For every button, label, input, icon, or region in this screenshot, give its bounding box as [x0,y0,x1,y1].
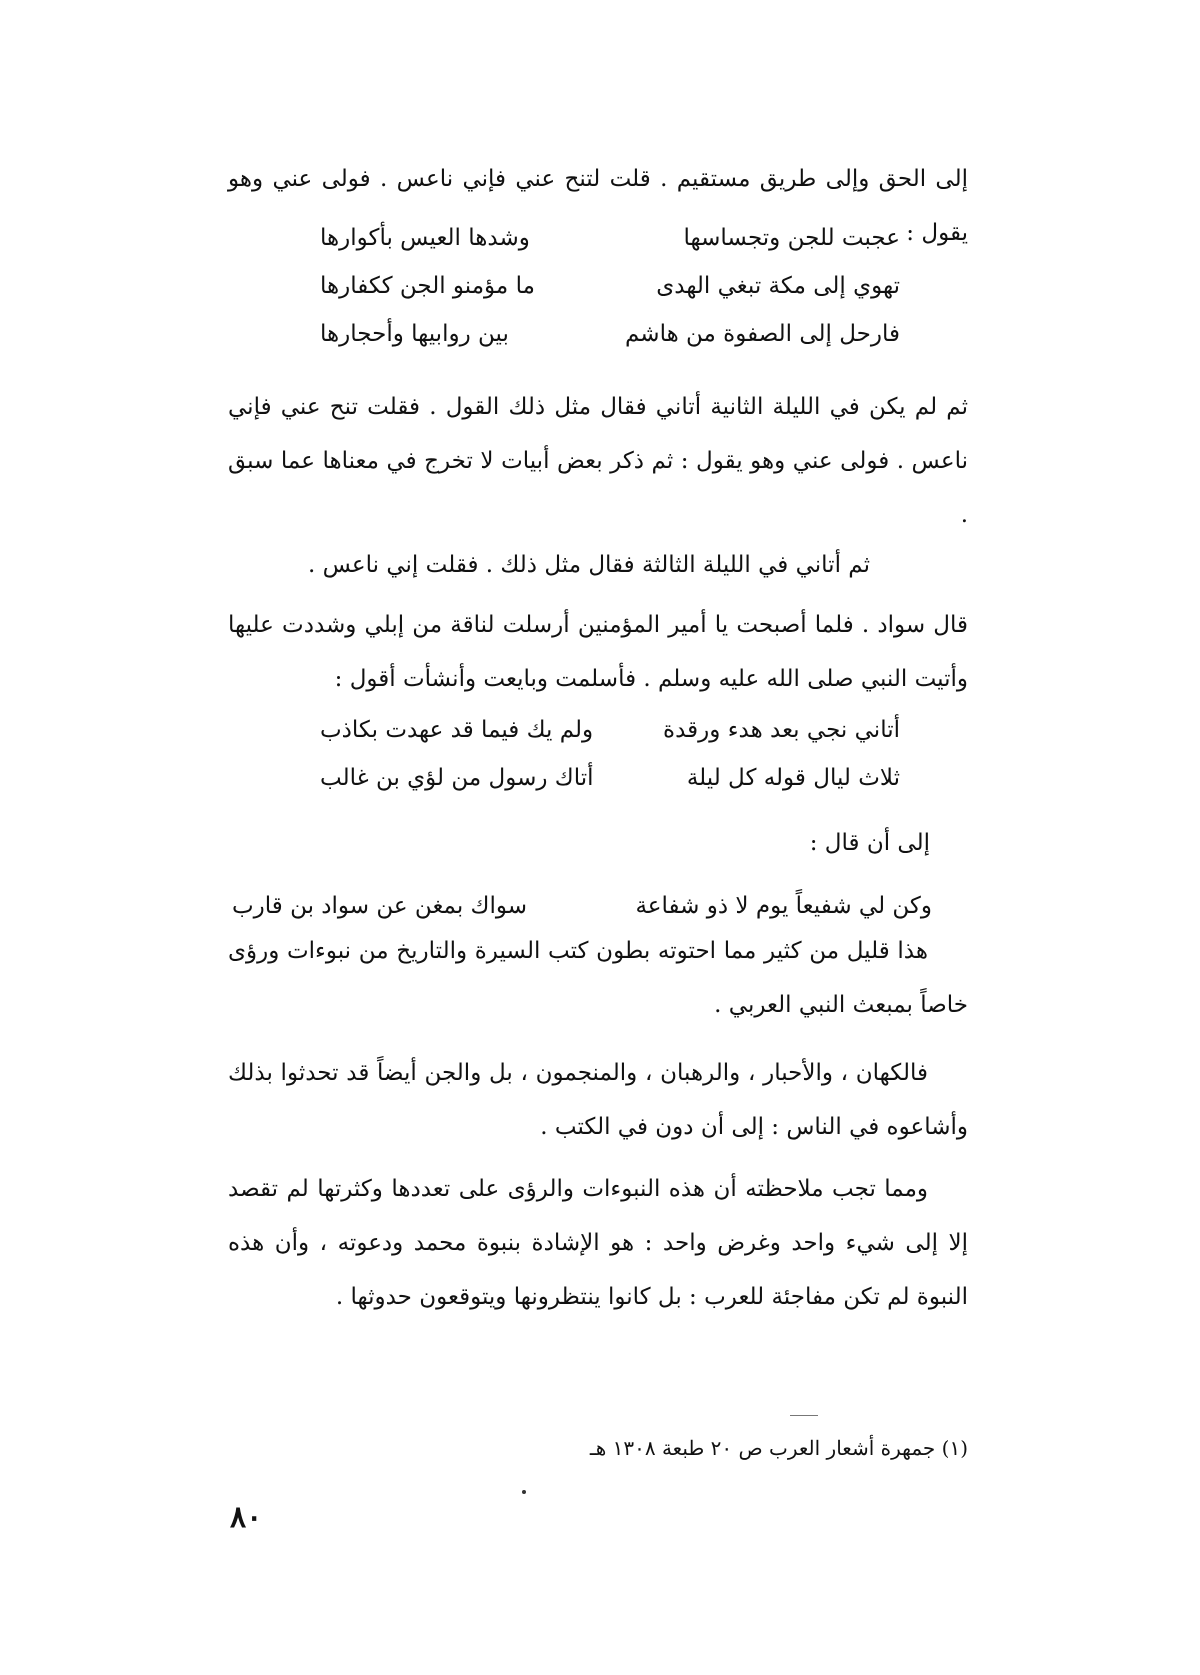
verse-hemistich-first: ثلاث ليال قوله كل ليلة [686,765,900,791]
verse-hemistich-first: عجبت للجن وتجساسها [683,225,900,251]
verse-hemistich-first: فارحل إلى الصفوة من هاشم [624,321,900,347]
footnote-rule [790,1415,818,1416]
verse-hemistich-first: أتاني نجي بعد هدء ورقدة [663,717,900,743]
page-number: ٨٠ [230,1500,263,1535]
paragraph-4: قال سواد . فلما أصبحت يا أمير المؤمنين أرسلت لناقة من إبلي وشددت عليها وأتيت النبي صلى الله عليه وسلم . فأسلمت وبايعت وأنشأت أقول : [228,612,968,692]
verse-line [320,706,900,754]
verse-hemistich-second: بين روابيها وأحجارها [320,321,509,347]
verse-line [320,310,900,358]
verse-hemistich-second: وشدها العيس بأكوارها [320,225,530,251]
verse-hemistich-second: ولم يك فيما قد عهدت بكاذب [320,717,594,743]
verse-line [320,262,900,310]
verse-line [232,882,932,930]
verse-group-1 [320,214,900,358]
verse-hemistich-second: ما مؤمنو الجن ككفارها [320,273,535,299]
verse-hemistich-first: وكن لي شفيعاً يوم لا ذو شفاعة [635,893,932,919]
print-dot [522,1490,526,1494]
verse-group-2 [320,706,900,802]
footnote: (١) جمهرة أشعار العرب ص ٢٠ طبعة ١٣٠٨ هـ [589,1436,968,1460]
paragraph-5: إلى أن قال : [809,830,930,856]
paragraph-1: إلى الحق وإلى طريق مستقيم . قلت لتنح عني فإني ناعس . فولى عني وهو يقول : [228,166,968,246]
paragraph-6: هذا قليل من كثير مما احتوته بطون كتب السيرة والتاريخ من نبوءات ورؤى خاصاً بمبعث النبي العربي . [228,938,968,1018]
verse-hemistich-first: تهوي إلى مكة تبغي الهدى [656,273,900,299]
paragraph-8: ومما تجب ملاحظته أن هذه النبوءات والرؤى على تعددها وكثرتها لم تقصد إلا إلى شيء واحد وغرض واحد : هو الإشادة بنبوة محمد ودعوته ، وأن هذه النبوة لم تكن مفاجئة للعرب : بل كانوا ينتظرونها ويتوقعون حدوثها . [228,1176,968,1310]
verse-hemistich-second: سواك بمغن عن سواد بن قارب [232,893,528,919]
verse-hemistich-second: أتاك رسول من لؤي بن غالب [320,765,594,791]
verse-group-3 [232,882,932,930]
paragraph-7: فالكهان ، والأحبار ، والرهبان ، والمنجمون ، بل والجن أيضاً قد تحدثوا بذلك وأشاعوه في الناس : إلى أن دون في الكتب . [228,1060,968,1140]
paragraph-2: ثم لم يكن في الليلة الثانية أتاني فقال مثل ذلك القول . فقلت تنح عني فإني ناعس . فولى عني وهو يقول : ثم ذكر بعض أبيات لا تخرج في معناها عما سبق . [228,394,968,528]
verse-line [320,754,900,802]
verse-line [320,214,900,262]
paragraph-3: ثم أتاني في الليلة الثالثة فقال مثل ذلك . فقلت إني ناعس . [307,552,870,578]
